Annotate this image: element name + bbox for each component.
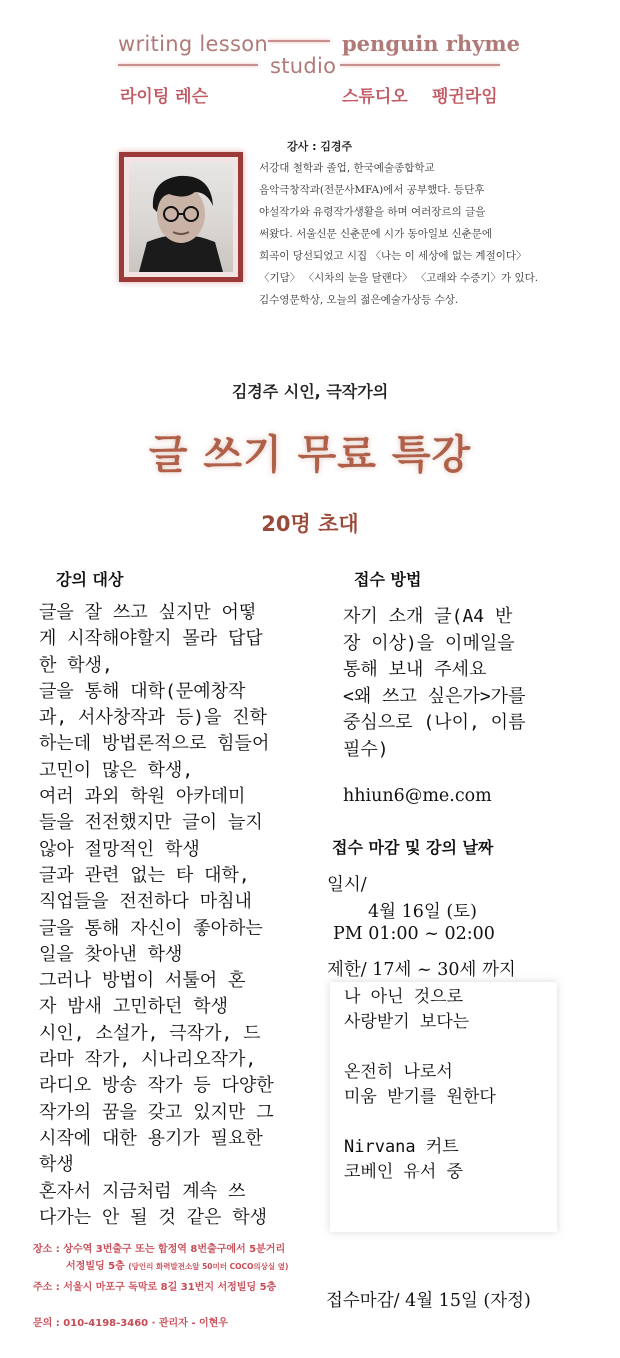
logo-penguin-rhyme: penguin rhyme	[342, 31, 520, 56]
quote-text	[344, 982, 496, 1182]
target-line: 글과 관련 없는 타 대학,	[39, 864, 250, 886]
invite-count: 20명 초대	[261, 512, 359, 536]
logo-kr-writing-lesson: 라이팅 레슨	[120, 87, 209, 107]
target-line: 작가의 꿈을 갖고 있지만 그	[39, 1101, 274, 1123]
event-subtitle: 김경주 시인, 극작가의	[231, 382, 389, 401]
target-line: 글을 통해 대학(문예창작	[39, 680, 246, 702]
quote-line: 사랑받기 보다는	[344, 1012, 470, 1032]
apply-line: 중심으로 (나이, 이름	[343, 712, 526, 733]
apply-email[interactable]: hhiun6@me.com	[343, 786, 492, 806]
application-deadline: 접수마감/ 4월 15일 (자정)	[326, 1291, 531, 1311]
logo-kr-penguin-rhyme: 펭귄라임	[432, 87, 498, 107]
logo-rule-top	[268, 40, 330, 42]
bio-line: 써왔다. 서울신문 신춘문에 시가 동아일보 신춘문에	[259, 228, 493, 240]
schedule-date: 4월 16일 (토)	[368, 902, 477, 922]
target-line: 자 밤새 고민하던 학생	[39, 996, 229, 1018]
target-line: 글을 잘 쓰고 싶지만 어떻	[39, 602, 257, 623]
logo-writing-lesson: writing lesson	[118, 32, 269, 56]
bio-line: 야설작가와 유령작가생활을 하며 여러장르의 글을	[259, 206, 486, 218]
instructor-photo-frame	[119, 152, 243, 282]
logo-rule-right	[340, 64, 500, 66]
bio-line: 희곡이 당선되었고 시집 〈나는 이 세상에 없는 계절이다〉	[259, 250, 527, 262]
instructor-photo	[129, 162, 233, 272]
quote-line: 나 아닌 것으로	[344, 987, 464, 1007]
target-line: 게 시작해야할지 몰라 답답	[39, 628, 263, 650]
target-line: 혼자서 지금처럼 계속 쓰	[39, 1180, 246, 1202]
target-line: 라마 작가, 시나리오작가,	[39, 1049, 257, 1071]
quote-line: Nirvana 커트	[344, 1137, 459, 1157]
target-line: 시인, 소설가, 극작가, 드	[39, 1022, 261, 1044]
footer-place-note: (당인리 화력발전소앞 50미터 COCO의상실 옆)	[128, 1262, 289, 1271]
footer-contact[interactable]: 문의 : 010-4198-3460 · 관리자 - 이현우	[33, 1318, 228, 1329]
footer-place: 장소 : 상수역 3번출구 또는 합정역 8번출구에서 5분거리	[33, 1244, 286, 1255]
target-line: 라디오 방송 작가 등 다양한	[39, 1075, 274, 1097]
bio-line: 서강대 철학과 졸업, 한국예술종합학교	[259, 162, 435, 174]
quote-line: 온전히 나로서	[344, 1062, 453, 1082]
target-line: 않아 절망적인 학생	[39, 838, 200, 860]
portrait-illustration	[129, 162, 233, 272]
instructor-name: 강사 : 김경주	[287, 140, 353, 153]
target-heading: 강의 대상	[56, 570, 124, 589]
target-list	[39, 598, 274, 1229]
target-line: 과, 서사창작과 등)을 진학	[39, 707, 268, 729]
quote-box	[330, 982, 557, 1232]
apply-line: 필수)	[343, 738, 389, 760]
target-line: 글을 통해 자신이 좋아하는	[39, 917, 263, 939]
quote-line: 코베인 유서 중	[344, 1162, 464, 1182]
quote-line: 미움 받기를 원한다	[344, 1087, 496, 1107]
target-line: 그러나 방법이 서툴어 혼	[39, 970, 246, 992]
target-line: 직업들을 전전하다 마침내	[39, 891, 252, 913]
target-line: 다가는 안 될 것 같은 학생	[39, 1206, 268, 1228]
apply-instructions	[343, 602, 525, 761]
target-line: 들을 전전했지만 글이 늘지	[39, 812, 263, 834]
quote-line	[344, 1032, 496, 1057]
event-title: 글 쓰기 무료 특강	[148, 432, 472, 478]
schedule-date-label: 일시/	[327, 875, 367, 895]
logo-studio: studio	[270, 54, 337, 78]
footer-address: 주소 : 서울시 마포구 독막로 8길 31번지 서정빌딩 5층	[33, 1282, 277, 1293]
instructor-bio	[259, 160, 538, 314]
apply-heading: 접수 방법	[354, 570, 422, 589]
apply-line: 자기 소개 글(A4 반	[343, 606, 513, 627]
target-line: 하는데 방법론적으로 힘들어	[39, 733, 270, 755]
apply-line: 장 이상)을 이메일을	[343, 632, 515, 654]
apply-line: 통해 보내 주세요	[343, 659, 487, 680]
target-line: 학생	[39, 1154, 74, 1176]
target-line: 고민이 많은 학생,	[39, 759, 194, 781]
bio-line: 음악극창작과(전문사MFA)에서 공부했다. 등단후	[259, 184, 485, 196]
logo-kr-studio: 스튜디오	[342, 87, 408, 107]
schedule-time: PM 01:00 ~ 02:00	[333, 924, 495, 944]
apply-line: <왜 쓰고 싶은가>가를	[343, 685, 526, 707]
schedule-age-limit: 제한/ 17세 ~ 30세 까지	[327, 960, 516, 980]
target-line: 시작에 대한 용기가 필요한	[39, 1127, 263, 1149]
target-line: 한 학생,	[39, 654, 113, 676]
target-line: 여러 과외 학원 아카데미	[39, 786, 246, 808]
target-line: 일을 찾아낸 학생	[39, 943, 183, 965]
bio-line: 김수영문학상, 오늘의 젊은예술가상등 수상.	[259, 294, 459, 306]
footer-place-detail	[66, 1257, 288, 1272]
footer-building: 서정빌딩 5층	[66, 1261, 125, 1272]
logo-rule-left	[118, 64, 258, 66]
schedule-heading: 접수 마감 및 강의 날짜	[332, 838, 494, 857]
quote-line	[344, 1107, 496, 1132]
bio-line: 〈기담〉 〈시차의 눈을 달랜다〉 〈고래와 수증기〉가 있다.	[259, 272, 539, 284]
